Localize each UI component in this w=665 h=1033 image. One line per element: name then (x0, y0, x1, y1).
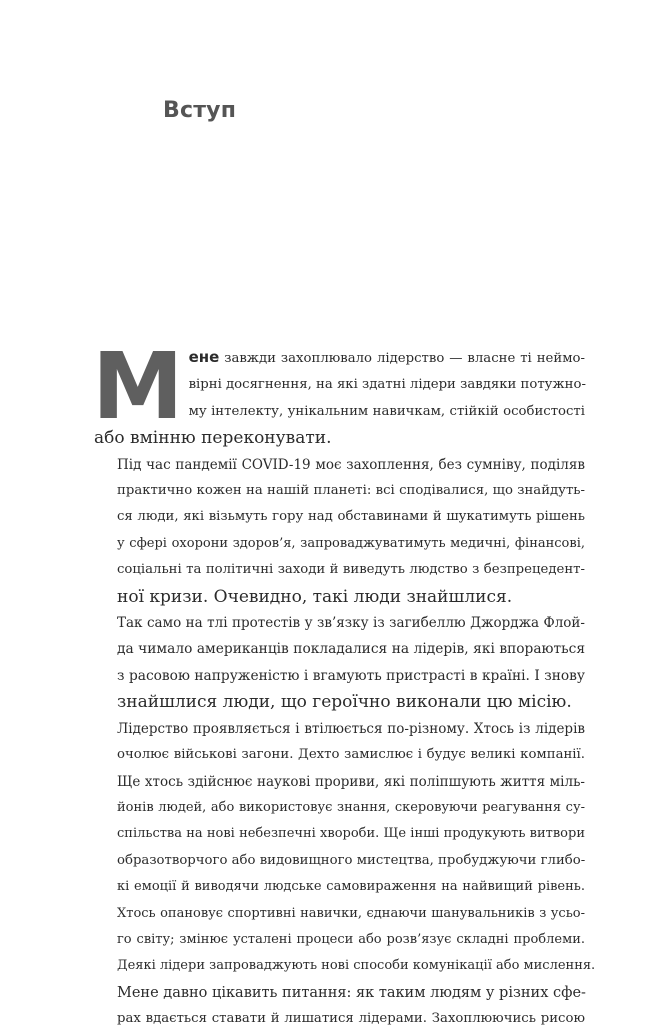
text-line: образотворчого або видовищного мистецтва, пробуджуючи глибо- (117, 852, 586, 868)
text-line: Так само на тлі протестів у зв’язку із загибеллю Джорджа Флой- (117, 615, 585, 632)
lead-word: ене (188, 348, 220, 366)
text-line: спільства на нові небезпечні хвороби. Ще інші продукують витвори (117, 826, 585, 842)
text-line: го світу; змінює усталені процеси або розв’язує складні проблеми. (117, 931, 585, 947)
paragraph-4 (94, 716, 596, 980)
text-line: ся люди, які візьмуть гору над обставинами й шукатимуть рішень (117, 509, 585, 525)
body-text (92, 333, 596, 1033)
drop-cap: М (92, 333, 181, 440)
text-line: ної кризи. Очевидно, такі люди знайшлися. (117, 586, 513, 607)
text-line: Під час пандемії COVID-19 моє захоплення, без сумніву, поділяв (117, 456, 585, 473)
text-line: очолює військові загони. Дехто замислює і будує великі компанії. (117, 747, 585, 763)
text-line: да чимало американців покладалися на лідерів, які впораються (117, 641, 585, 658)
text-line: знайшлися люди, що героїчно виконали цю місію. (117, 692, 572, 713)
text-line: Хтось опановує спортивні навички, єднаючи шанувальників з усьо- (117, 905, 585, 921)
text-line: Лідерство проявляється і втілюється по-різному. Хтось із лідерів (117, 720, 585, 737)
text-line: Ще хтось здійснює наукові прориви, які поліпшують життя міль- (117, 773, 585, 790)
chapter-title: Вступ (163, 98, 237, 123)
text-line: практично кожен на нашій планеті: всі сподівалися, що знайдуть- (117, 483, 585, 499)
paragraph-3 (94, 610, 585, 716)
text-line: у сфері охорони здоров’я, запроваджуватимуть медичні, фінансові, (117, 535, 585, 551)
text-line: вірні досягнення, на які здатні лідери завдяки потужно- (188, 377, 586, 393)
text-line: з расовою напруженістю і вгамують пристрасті в країні. І знову (117, 667, 585, 684)
paragraph-2 (94, 452, 585, 610)
text-line: Мене давно цікавить питання: як таким людям у різних сфе- (117, 984, 586, 1001)
text-line: соціальні та політичні заходи й виведуть людство з безпрецедент- (117, 562, 585, 578)
text-line: кі емоції й виводячи людське самовираження на найвищий рівень. (117, 879, 585, 895)
text-line: йонів людей, або використовує знання, скеровуючи реагування су- (117, 799, 585, 815)
text-line: Деякі лідери запроваджують нові способи комунікації або мислення. (117, 958, 596, 974)
text-line: му інтелекту, унікальним навичкам, стійкій особистості (188, 403, 585, 419)
paragraph-1 (92, 333, 586, 452)
text-line: ене завжди захоплювало лідерство — власне ті неймо- (188, 348, 585, 366)
paragraph-5 (94, 980, 585, 1033)
text-line: або вмінню переконувати. (94, 428, 332, 449)
text-line: рах вдається ставати й лишатися лідерами. Захоплюючись рисою (117, 1011, 585, 1027)
